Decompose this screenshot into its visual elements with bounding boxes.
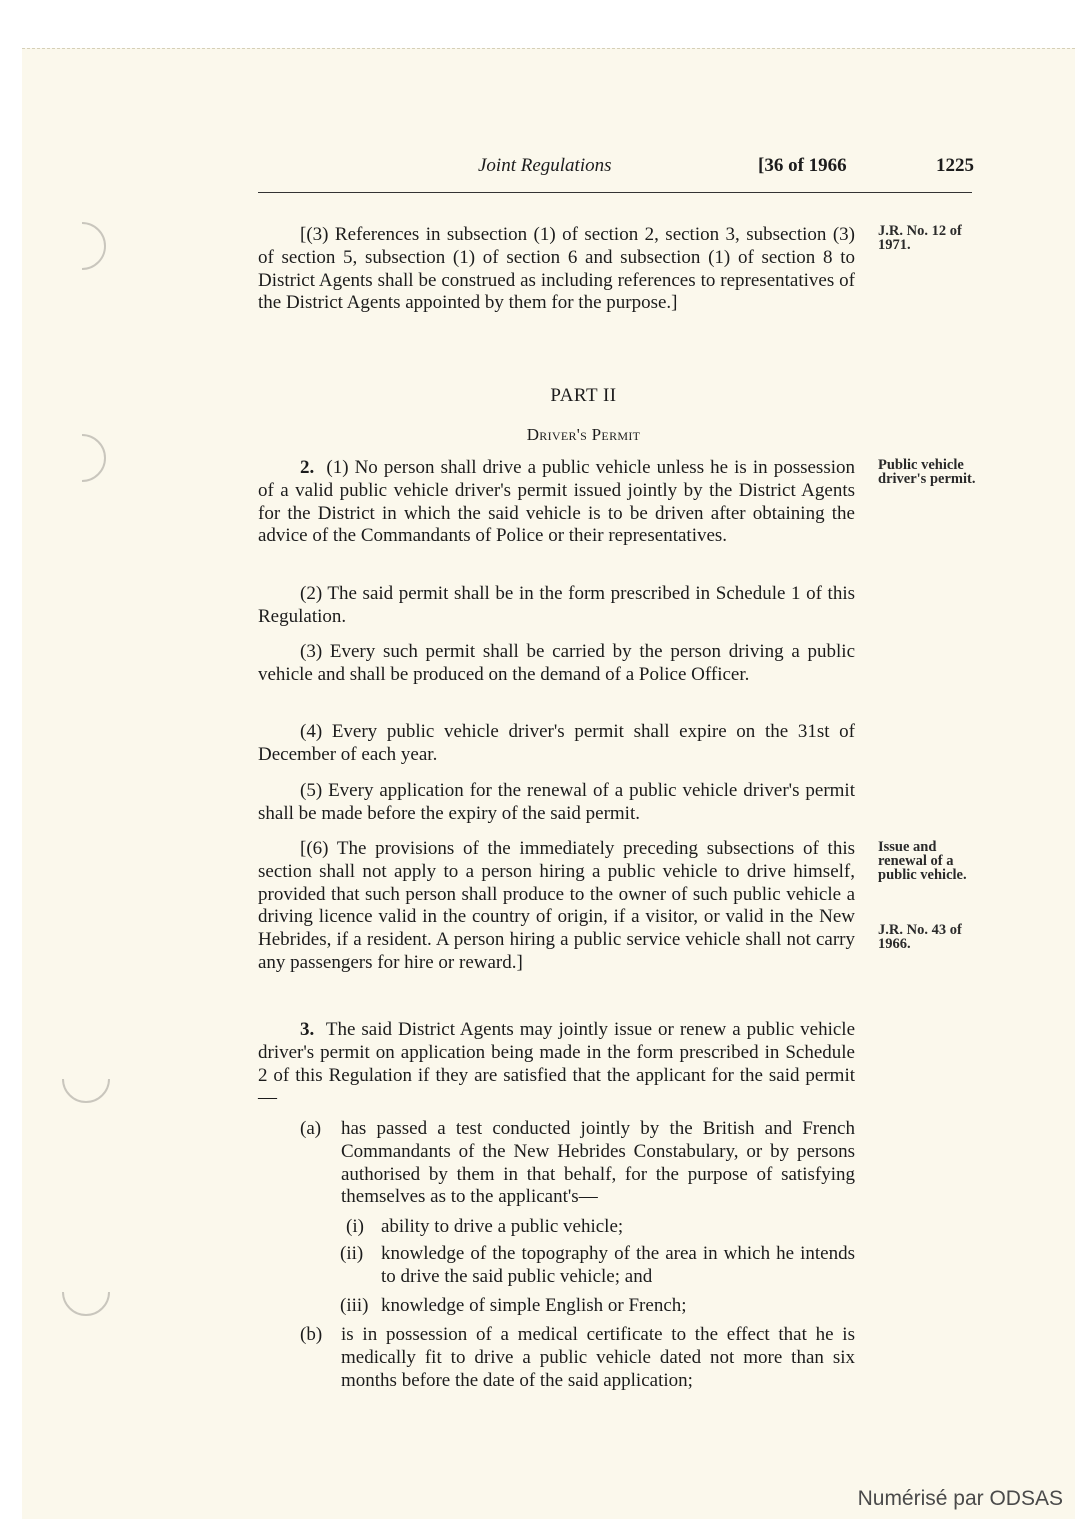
sub-item-label: (i) — [346, 1216, 364, 1237]
paragraph-text: (3) Every such permit shall be carried by the person driving a public vehicle and shall be produced on the demand of a Police Officer. — [258, 641, 855, 685]
paragraph-section-3 — [258, 1019, 855, 1110]
page-number: 1225 — [936, 155, 974, 176]
item-label: (a) — [300, 1118, 322, 1139]
paragraph-section-2-6 — [258, 838, 855, 975]
sub-item-label: (ii) — [340, 1243, 364, 1264]
margin-note: Public vehicle driver's permit. — [878, 457, 976, 487]
paragraph-text: [(3) References in subsection (1) of section 2, section 3, subsection (3) of section 5, subsection (1) of section 6 and subsection (1) of section 8 to District Agents shall be construed as including references to representatives of the District Agents appointed by them for the purpose.] — [258, 224, 855, 314]
page-edge — [22, 48, 1075, 50]
paragraph-text: [(6) The provisions of the immediately preceding subsections of this section shall not apply to a person hiring a public vehicle to drive himself, provided that such person shall produce to the owner of such public vehicle a driving licence valid in the country of origin, if a visitor, or valid in the New Hebrides, if a resident. A person hiring a public service vehicle shall not carry any passengers for hire or reward.] — [258, 838, 855, 973]
header-rule — [258, 192, 972, 193]
paragraph-text: (5) Every application for the renewal of a public vehicle driver's permit shall be made before the expiry of the said permit. — [258, 780, 855, 824]
margin-note: Issue and renewal of a public vehicle. — [878, 839, 967, 883]
paragraph-section-2-3 — [258, 641, 855, 687]
paragraph-text: (4) Every public vehicle driver's permit shall expire on the 31st of December of each year. — [258, 721, 855, 765]
paragraph-text: The said District Agents may jointly issue or renew a public vehicle driver's permit on application being made in the form prescribed in Schedule 2 of this Regulation if they are satisfied that the applicant for the said permit— — [258, 1019, 855, 1109]
scan-credit: Numérisé par ODSAS — [857, 1487, 1063, 1510]
paragraph-section-2-1 — [258, 457, 855, 548]
section-number: 2. — [300, 457, 315, 478]
item-label: (b) — [300, 1324, 323, 1345]
part-heading: PART II — [550, 385, 617, 406]
paragraph-text: (2) The said permit shall be in the form prescribed in Schedule 1 of this Regulation. — [258, 583, 855, 627]
sub-item-text: knowledge of the topography of the area in which he intends to drive the said public vehicle; and — [381, 1243, 855, 1287]
part-subheading: Driver's Permit — [526, 425, 641, 444]
paragraph-section-2-5 — [258, 780, 855, 826]
section-number: 3. — [300, 1019, 315, 1040]
sub-item-text: knowledge of simple English or French; — [381, 1295, 687, 1316]
paragraph-section-1-3 — [258, 224, 855, 315]
running-header-title: Joint Regulations — [478, 155, 612, 176]
item-text: has passed a test conducted jointly by the British and French Commandants of the New Hebrides Constabulary, or by persons authorised by them in that behalf, for the purpose of satisfying themselves as to the applicant's— — [341, 1118, 855, 1208]
margin-note: J.R. No. 12 of 1971. — [878, 223, 962, 253]
running-header-reference: [36 of 1966 — [758, 155, 847, 176]
paragraph-section-2-2 — [258, 583, 855, 629]
paragraph-text: (1) No person shall drive a public vehicle unless he is in possession of a valid public vehicle driver's permit issued jointly by the District Agents for the District in which the said vehicle is to be driven after obtaining the advice of the Commandants of Police or their representatives. — [258, 457, 855, 547]
margin-note: J.R. No. 43 of 1966. — [878, 922, 962, 952]
sub-item-text: ability to drive a public vehicle; — [381, 1216, 624, 1237]
item-text: is in possession of a medical certificate to the effect that he is medically fit to drive a public vehicle dated not more than six months before the date of the said application; — [341, 1324, 855, 1391]
sub-item-label: (iii) — [340, 1295, 369, 1316]
paragraph-section-2-4 — [258, 721, 855, 767]
